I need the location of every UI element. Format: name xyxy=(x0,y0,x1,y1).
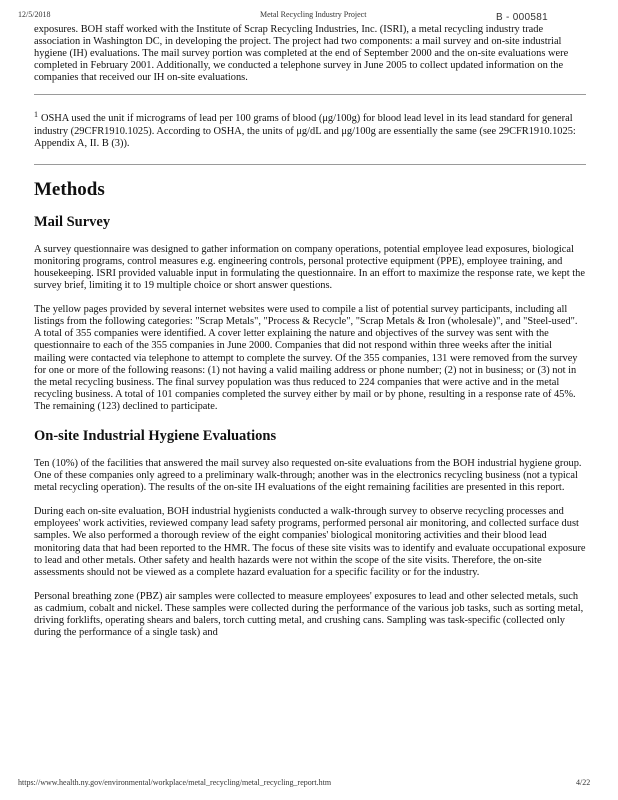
footnote xyxy=(34,109,586,149)
footnote-marker: 1 xyxy=(34,110,38,120)
footnote-divider-bottom xyxy=(34,164,586,165)
onsite-paragraph-2: During each on-site evaluation, BOH industrial hygienists conducted a walk-through survey to observe recycling processes and employees' work activities, reviewed company lead safety programs, performed personal air monitoring, and collected surface dust samples. We also performed a thorough review of the eight companies' biological monitoring activities and their blood lead monitoring data that had been reported to the HMR. The focus of these site visits was to identify and evaluate occupational exposure to lead and other metals. Other safety and health hazards were not within the scope of the site visits. Therefore, the on-site assessments should not be viewed as a complete hazard evaluation for a specific facility or for the industry. xyxy=(34,506,586,578)
page-footer xyxy=(0,778,618,792)
onsite-paragraph-3: Personal breathing zone (PBZ) air samples were collected to measure employees' exposures to lead and other selected metals, such as cadmium, cobalt and nickel. These samples were collected during the performance of the various job tasks, such as sorting metal, driving forklifts, operating shears and balers, torch cutting metal, and crushing cans. Sampling was task-specific (collected only during the performance of a single task) and xyxy=(34,590,584,639)
onsite-heading: On-site Industrial Hygiene Evaluations xyxy=(34,427,277,444)
footer-page-number: 4/22 xyxy=(576,778,591,787)
footnote-text: OSHA used the unit if micrograms of lead per 100 grams of blood (μg/100g) for blood lead level in its lead standard for general industry (29CFR1910.1025). According to OSHA, the units of μg/dL and μg/100g are essentially the same (see 29CFR1910.1025: Appendix A, II. B (3)). xyxy=(34,113,576,149)
bates-stamp: B - 000581 xyxy=(496,12,548,23)
footnote-divider-top xyxy=(34,94,586,95)
header-date: 12/5/2018 xyxy=(18,10,51,19)
document-body xyxy=(34,24,586,639)
mail-survey-paragraph-1: A survey questionnaire was designed to gather information on company operations, potential employee lead exposures, biological monitoring programs, control measures e.g. engineering controls, personal protective equipment (PPE), employee training, and housekeeping. ISRI provided valuable input in formulating the questionnaire. In an effort to maximize the response rate, we kept the survey brief, limiting it to 19 multiple choice or short answer questions. xyxy=(34,243,585,292)
onsite-paragraph-1: Ten (10%) of the facilities that answered the mail survey also requested on-site evaluations from the BOH industrial hygiene group. One of these companies only agreed to a preliminary walk-through; another was in the electronics recycling business (not a typical metal recycling operation). The results of the on-site IH evaluations of the eight remaining facilities are presented in this report. xyxy=(34,457,582,494)
footer-url: https://www.health.ny.gov/environmental/workplace/metal_recycling/metal_recycling_report.htm xyxy=(18,778,332,787)
methods-heading: Methods xyxy=(34,178,105,200)
intro-paragraph: exposures. BOH staff worked with the Institute of Scrap Recycling Industries, Inc. (ISRI), a metal recycling industry trade association in Washington DC, in developing the project. The project had two components: a mail survey and on-site industrial hygiene (IH) evaluations. The mail survey portion was completed at the end of September 2000 and the on-site evaluations were completed in February 2001. Additionally, we conducted a telephone survey in June 2005 to collect updated information on the companies that received our IH on-site evaluations. xyxy=(34,24,569,84)
mail-survey-heading: Mail Survey xyxy=(34,213,111,230)
mail-survey-paragraph-2: The yellow pages provided by several internet websites were used to compile a list of potential survey participants, including all listings from the following categories: "Scrap Metals", "Process & Recycle", "Scrap Metals & Iron (wholesale)", and "Steel-used". A total of 355 companies were identified. A cover letter explaining the nature and objectives of the survey was sent with the questionnaire to each of the 355 companies in June 2000. Companies that did not respond within three weeks after the initial mailing were contacted via telephone to attempt to complete the survey. Of the 355 companies, 131 were removed from the survey for one or more of the following reasons: (1) not having a valid mailing address or phone number; (2) not in business; or (3) not in the metal recycling business. The final survey population was thus reduced to 224 companies that were active and in the metal recycling business. A total of 101 companies completed the survey either by mail or by phone, resulting in a response rate of 45%. The remaining (123) declined to participate. xyxy=(34,304,578,412)
header-title: Metal Recycling Industry Project xyxy=(260,10,367,19)
